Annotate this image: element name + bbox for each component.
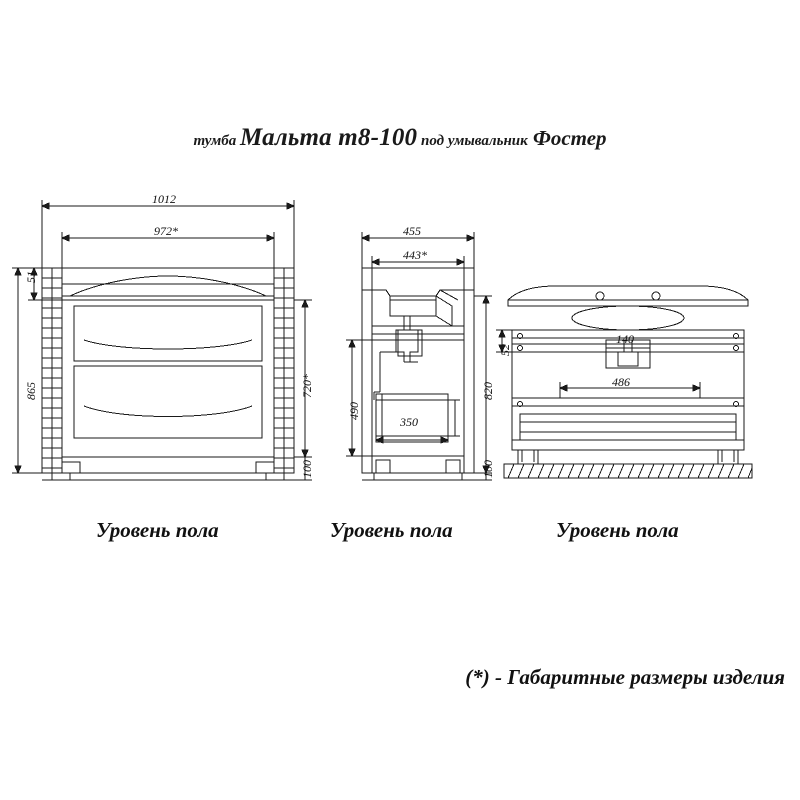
dim-side-350: 350 <box>400 415 418 429</box>
dim-front-1012: 1012 <box>152 192 176 206</box>
title-model: Мальта т8-100 <box>240 124 418 151</box>
dim-front-865: 865 <box>24 382 38 400</box>
dim-side-100: 100 <box>481 460 495 478</box>
title-middle: под умывальник <box>421 133 528 149</box>
footnote: (*) - Габаритные размеры изделия <box>465 665 785 689</box>
front-view <box>12 200 312 480</box>
dim-front-100: 100 <box>300 460 314 478</box>
side-view <box>346 232 492 480</box>
dim-rear-486: 486 <box>612 375 630 389</box>
floor-label-rear: Уровень пола <box>556 518 679 542</box>
dim-side-490: 490 <box>347 402 361 420</box>
dim-side-443: 443* <box>403 248 427 262</box>
dim-front-972: 972* <box>154 224 178 238</box>
floor-label-side: Уровень пола <box>330 518 453 542</box>
floor-label-front: Уровень пола <box>96 518 219 542</box>
dim-front-51: 51 <box>24 271 38 283</box>
dim-rear-140: 140 <box>616 332 634 346</box>
dim-side-820: 820 <box>481 382 495 400</box>
dim-front-720: 720* <box>300 374 314 398</box>
dim-rear-52: 52 <box>498 344 512 356</box>
dim-side-455: 455 <box>403 224 421 238</box>
title-prefix: тумба <box>193 133 237 149</box>
title-suffix: Фостер <box>532 126 607 150</box>
